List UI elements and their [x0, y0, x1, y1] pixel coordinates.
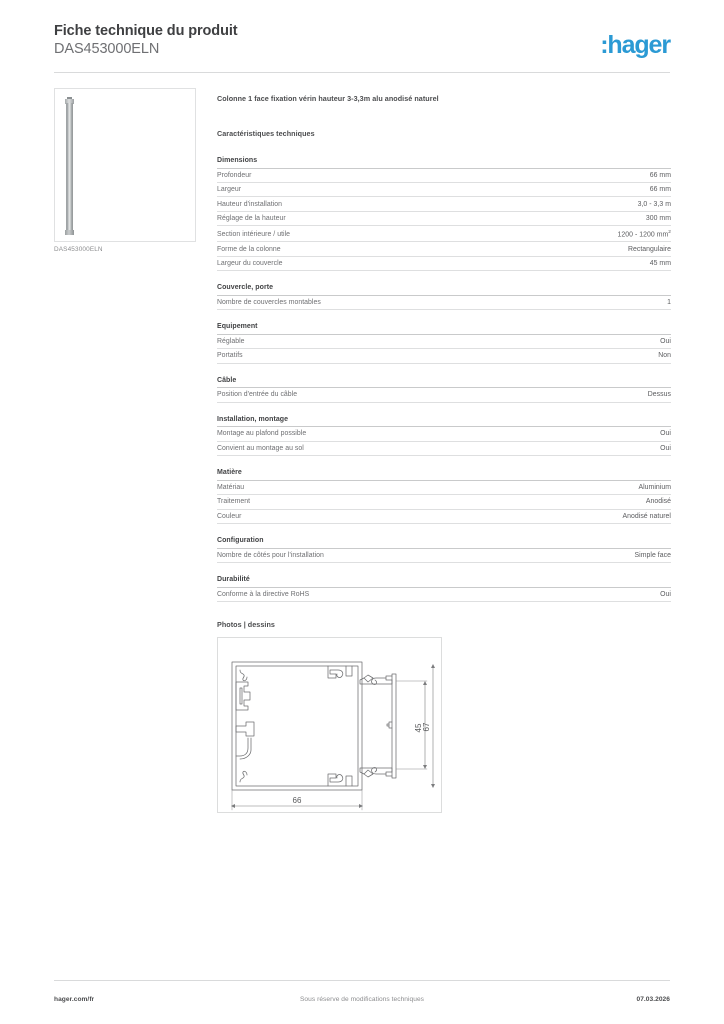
- specifications-table: [217, 157, 671, 602]
- spec-group: [217, 576, 671, 602]
- spec-row: [217, 212, 671, 226]
- spec-label: Traitement: [217, 498, 251, 506]
- dimension-label-66: 66: [292, 796, 302, 806]
- spec-value: 300 mm: [645, 215, 671, 223]
- page-header: [54, 22, 670, 70]
- spec-group: [217, 323, 671, 363]
- footer-date: 07.03.2026: [636, 996, 670, 1003]
- spec-value: Oui: [660, 590, 671, 598]
- spec-group-title: Durabilité: [217, 576, 671, 588]
- spec-row: [217, 197, 671, 211]
- spec-label: Conforme à la directive RoHS: [217, 590, 310, 598]
- footer-disclaimer: Sous réserve de modifications techniques: [299, 996, 425, 1003]
- spec-label: Hauteur d'installation: [217, 200, 283, 208]
- column-cap-bottom: [65, 230, 74, 235]
- spec-value: Oui: [660, 430, 671, 438]
- spec-value: Dessus: [647, 391, 671, 399]
- product-image-caption: DAS453000ELN: [54, 246, 103, 253]
- spec-row: [217, 588, 671, 602]
- spec-value: 1200 - 1200 $mm^2$: [617, 229, 671, 239]
- spec-group-title: Câble: [217, 377, 671, 389]
- spec-group-title: Couvercle, porte: [217, 284, 671, 296]
- dimension-label-67: 67: [422, 722, 431, 732]
- spec-value: Aluminium: [638, 483, 671, 491]
- spec-label: Largeur du couvercle: [217, 260, 283, 267]
- specs-heading: Caractéristiques techniques: [217, 129, 315, 138]
- aluminium-column-photo: [65, 97, 74, 235]
- hager-logo: :hager: [600, 31, 670, 59]
- spec-row: [217, 242, 671, 256]
- page-title: Fiche technique du produit: [54, 23, 238, 39]
- spec-value: Non: [658, 352, 671, 360]
- spec-row: [217, 296, 671, 310]
- column-body: [66, 103, 73, 231]
- spec-group-title: Equipement: [217, 323, 671, 335]
- spec-label: Convient au montage au sol: [217, 444, 304, 452]
- spec-label: Matériau: [217, 483, 245, 491]
- spec-value: 1: [667, 298, 671, 306]
- footer-website-link[interactable]: hager.com/fr: [54, 996, 95, 1003]
- product-description: Colonne 1 face fixation vérin hauteur 3-3,3m alu anodisé naturel: [217, 94, 439, 103]
- spec-value: 66 mm: [649, 186, 671, 194]
- spec-label: Portatifs: [217, 352, 243, 360]
- header-divider: [54, 72, 670, 73]
- spec-group: [217, 377, 671, 403]
- spec-label: Largeur: [217, 186, 242, 194]
- spec-group-title: Installation, montage: [217, 416, 671, 428]
- spec-row: [217, 481, 671, 495]
- spec-value: Oui: [660, 337, 671, 345]
- spec-group: [217, 469, 671, 524]
- spec-value: Anodisé: [645, 498, 671, 506]
- spec-value: 45 mm: [649, 260, 671, 267]
- spec-label: Réglable: [217, 337, 245, 345]
- spec-label: Nombre de côtés pour l'installation: [217, 551, 324, 559]
- spec-value: Oui: [660, 444, 671, 452]
- spec-row: [217, 349, 671, 363]
- spec-label: Réglage de la hauteur: [217, 215, 286, 223]
- spec-row: [217, 549, 671, 563]
- spec-label: Montage au plafond possible: [217, 430, 307, 438]
- spec-group-title: Dimensions: [217, 157, 671, 169]
- spec-group: [217, 537, 671, 563]
- spec-row: [217, 257, 671, 271]
- main-content: [217, 94, 671, 813]
- spec-group: [217, 416, 671, 456]
- product-image-box: [54, 88, 196, 242]
- product-reference: DAS453000ELN: [54, 41, 160, 57]
- spec-value: 66 mm: [649, 171, 671, 179]
- spec-row: [217, 388, 671, 402]
- profile-cross-section-svg: [218, 638, 441, 812]
- spec-group: [217, 284, 671, 310]
- spec-value: Rectangulaire: [627, 245, 671, 253]
- footer-divider: [54, 980, 670, 981]
- spec-row: [217, 427, 671, 441]
- dimension-label-45: 45: [414, 723, 423, 733]
- spec-label: Position d'entrée du câble: [217, 391, 298, 399]
- spec-row: [217, 169, 671, 183]
- spec-label: Forme de la colonne: [217, 245, 281, 253]
- spec-row: [217, 495, 671, 509]
- drawing-heading: Photos | dessins: [217, 620, 275, 630]
- technical-drawing: [217, 637, 442, 813]
- spec-row: [217, 442, 671, 456]
- spec-value: 3,0 - 3,3 m: [637, 200, 671, 208]
- spec-label: Nombre de couvercles montables: [217, 298, 321, 306]
- spec-group-title: Configuration: [217, 537, 671, 549]
- spec-value: Anodisé naturel: [622, 512, 671, 520]
- page-footer: [54, 996, 670, 1008]
- spec-group: [217, 157, 671, 271]
- spec-label: Couleur: [217, 512, 242, 520]
- spec-row: [217, 226, 671, 242]
- spec-row: [217, 183, 671, 197]
- spec-row: [217, 335, 671, 349]
- spec-row: [217, 510, 671, 524]
- spec-value: Simple face: [634, 551, 671, 559]
- spec-label: Section intérieure / utile: [217, 231, 291, 239]
- spec-group-title: Matière: [217, 469, 671, 481]
- spec-label: Profondeur: [217, 171, 252, 179]
